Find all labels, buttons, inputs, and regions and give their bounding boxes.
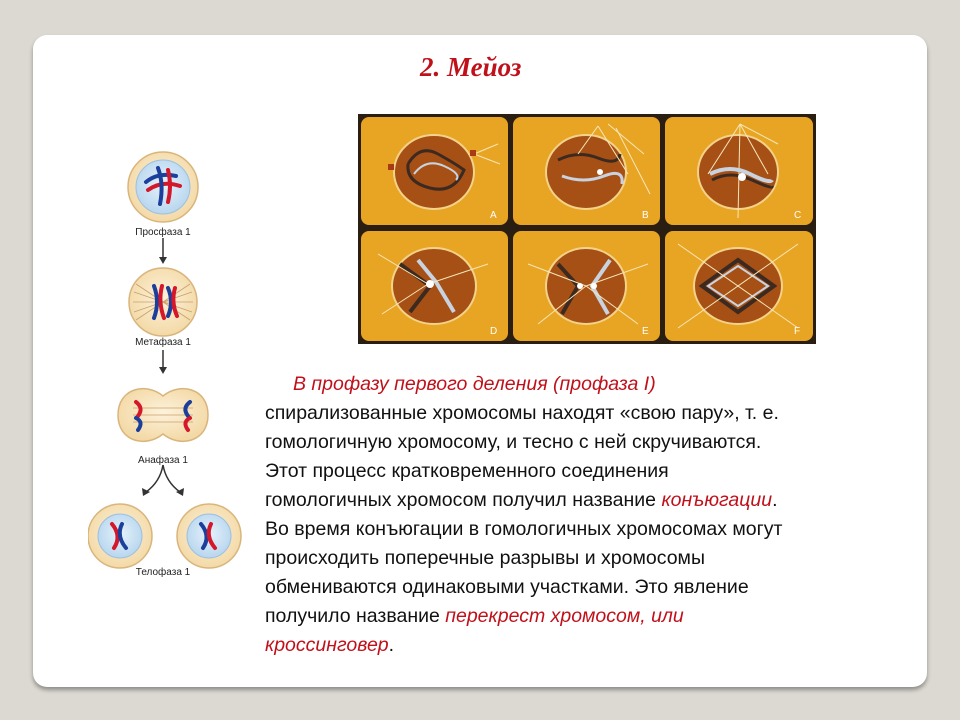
panel-f	[665, 231, 813, 341]
panel-a	[361, 117, 508, 225]
telophase-cell-right	[177, 504, 241, 568]
text-line-2: гомологичную хромосому, и тесно с ней скручиваются.	[265, 431, 762, 453]
prophase-panels-figure	[358, 114, 816, 344]
text-line-6: происходить поперечные разрывы и хромосомы	[265, 547, 705, 569]
text-line-3: Этот процесс кратковременного соединения	[265, 460, 669, 482]
label-prophase: Просфаза 1	[135, 227, 191, 238]
lead-phrase: В профазу первого деления (профаза I)	[293, 373, 656, 395]
panel-letter-f: F	[794, 326, 801, 337]
panel-letter-c: C	[794, 210, 802, 221]
prophase-cell	[128, 152, 198, 222]
text-line-4-post: .	[772, 489, 778, 511]
text-line-9	[265, 631, 915, 660]
slide-title: 2. Мейоз	[420, 52, 522, 82]
explanation-text	[265, 370, 915, 660]
text-line-8	[265, 602, 915, 631]
panel-b	[513, 117, 660, 225]
anaphase-cell	[118, 389, 208, 442]
text-line-4	[265, 486, 915, 515]
text-line-8-pre: получило название	[265, 605, 446, 627]
panel-letter-a: A	[490, 210, 497, 221]
text-line-5: Во время конъюгации в гомологичных хромосомах могут	[265, 518, 783, 540]
panel-d	[361, 231, 508, 341]
panel-letter-d: D	[490, 326, 498, 337]
meiosis-stages-diagram	[88, 150, 268, 590]
term-crossingover: кроссинговер	[265, 634, 389, 656]
text-line-1: спирализованные хромосомы находят «свою пару», т. е.	[265, 402, 779, 424]
term-crossing: перекрест хромосом, или	[445, 605, 684, 627]
panel-letter-e: E	[642, 326, 649, 337]
text-line-9-post: .	[388, 634, 395, 656]
panel-letter-b: B	[642, 210, 649, 221]
panel-c	[665, 117, 813, 225]
text-line-7: обмениваются одинаковыми участками. Это явление	[265, 576, 749, 598]
text-line-lead	[265, 370, 915, 399]
label-anaphase: Анафаза 1	[138, 455, 188, 466]
term-conjugation: конъюгации	[661, 489, 773, 511]
label-telophase: Телофаза 1	[135, 567, 191, 578]
text-line-4-pre: гомологичных хромосом получил название	[265, 489, 662, 511]
metaphase-cell	[129, 268, 197, 336]
label-metaphase: Метафаза 1	[135, 337, 191, 348]
panel-e	[513, 231, 660, 341]
telophase-cell-left	[88, 504, 152, 568]
